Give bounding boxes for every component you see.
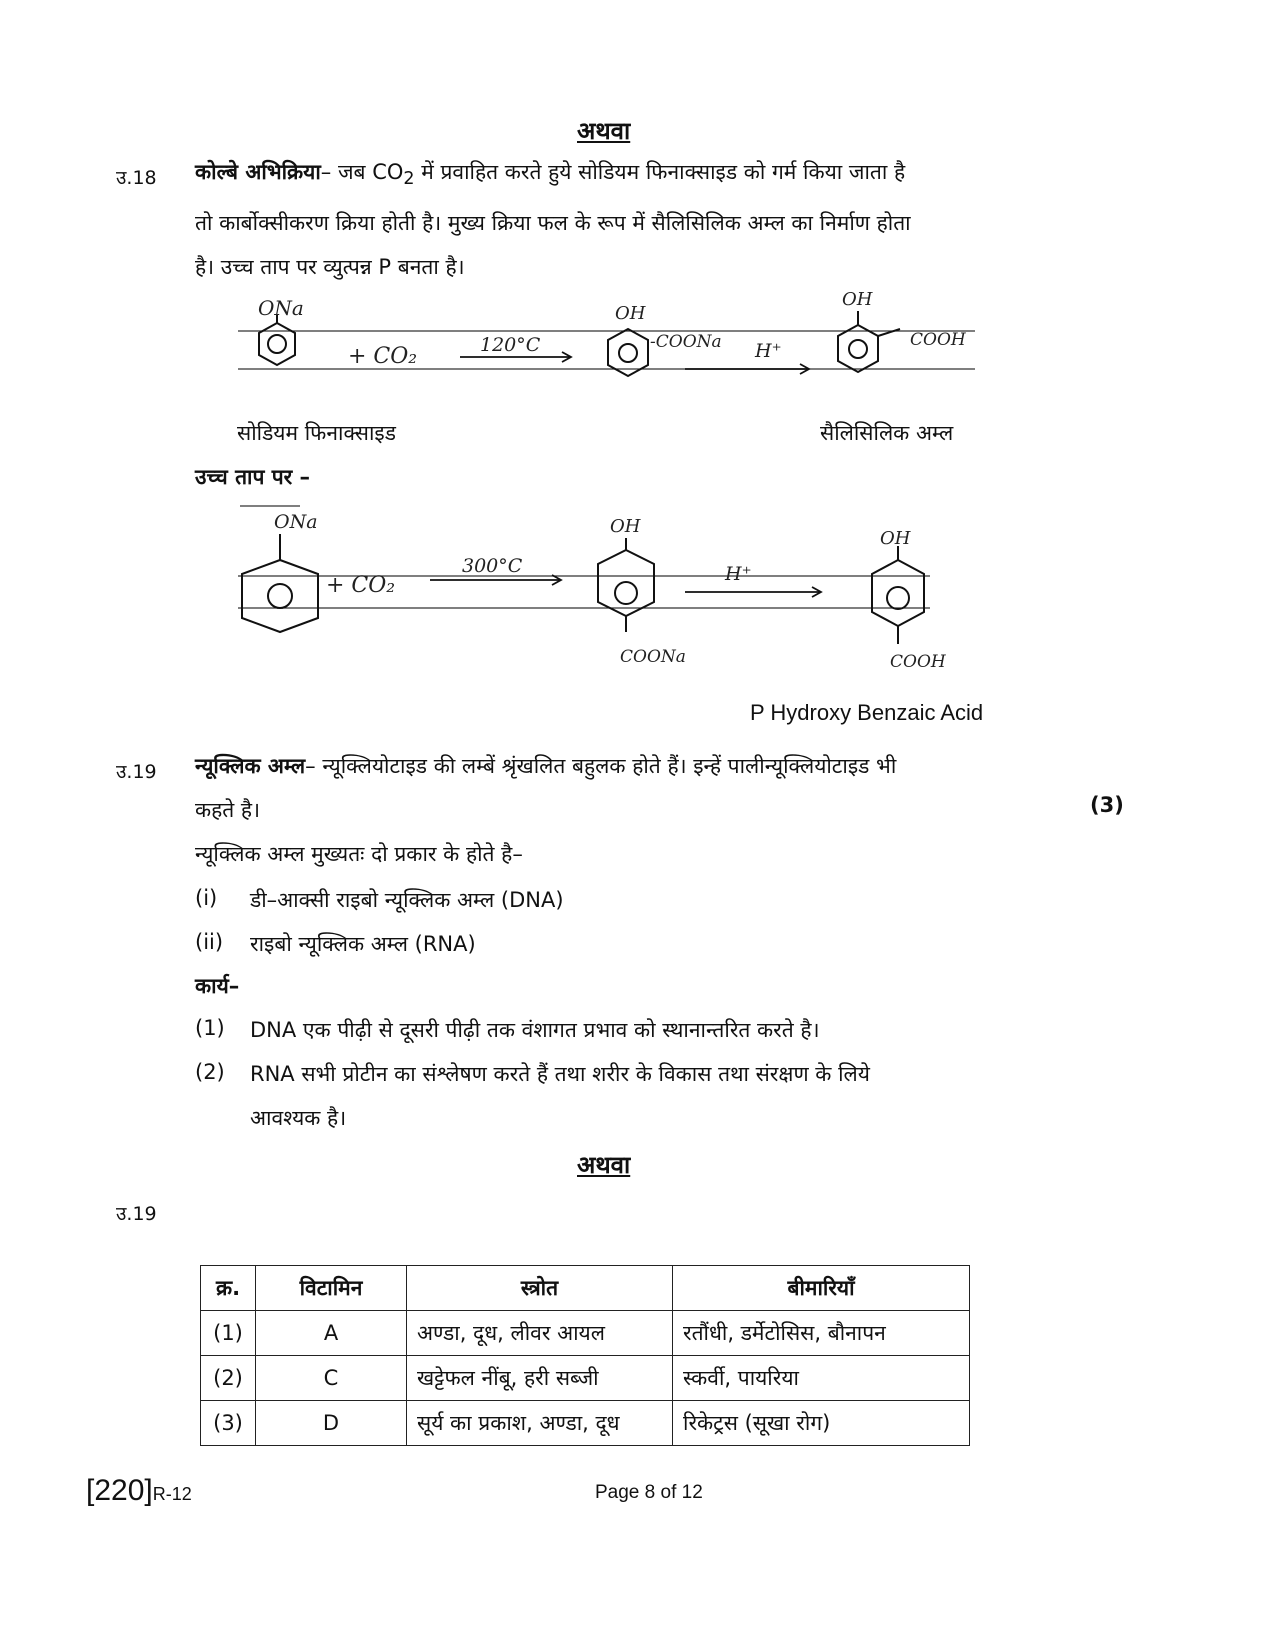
table-header-disease: बीमारियाँ xyxy=(673,1266,970,1311)
function-number-1: (1) xyxy=(195,1016,225,1040)
q18-paragraph xyxy=(195,150,1019,289)
q18-line-1 xyxy=(195,150,1019,201)
q19-paragraph xyxy=(195,744,1019,876)
q19-line1-text: – न्यूक्लियोटाइड की लम्बें श्रृंखलित बहुलक होते हैं। इन्हें पालीन्यूक्लियोटाइड भी xyxy=(305,754,897,778)
reactant-group-label-2: ONa xyxy=(274,511,318,533)
table-cell: D xyxy=(256,1401,407,1446)
q18-term: कोल्बे अभिक्रिया xyxy=(195,160,321,184)
table-cell: रिकेट्रस (सूखा रोग) xyxy=(673,1401,970,1446)
phenoxide-ring xyxy=(259,315,295,365)
function-number-2: (2) xyxy=(195,1060,225,1084)
high-temperature-heading: उच्च ताप पर – xyxy=(195,465,311,489)
high-temp-reaction-scheme xyxy=(230,500,950,680)
table-cell: अण्डा, दूध, लीवर आयल xyxy=(407,1311,673,1356)
or-heading-2: अथवा xyxy=(577,1151,631,1179)
q19-types-intro: न्यूक्लिक अम्ल मुख्यतः दो प्रकार के होते है– xyxy=(195,842,523,866)
marks-badge: (3) xyxy=(1090,793,1124,817)
table-header-vitamin: विटामिन xyxy=(256,1266,407,1311)
footer-code xyxy=(86,1474,192,1508)
function-text-2-continued: आवश्यक है। xyxy=(250,1106,347,1130)
product-oh-label-2: OH xyxy=(880,528,911,549)
table-row xyxy=(201,1356,970,1401)
q18-line1-text: – जब CO xyxy=(320,160,404,184)
kolbe-reaction-scheme xyxy=(230,285,990,395)
intermediate-group-label: -COONa xyxy=(650,332,722,352)
vitamin-table xyxy=(200,1265,970,1446)
table-header-sno: क्र. xyxy=(201,1266,256,1311)
table-cell: सूर्य का प्रकाश, अण्डा, दूध xyxy=(407,1401,673,1446)
page-number: Page 8 of 12 xyxy=(595,1482,703,1503)
label-salicylic-acid: सैलिसिलिक अम्ल xyxy=(820,421,954,445)
acid-label-2: H⁺ xyxy=(725,563,752,585)
type-number-1: (i) xyxy=(195,886,218,910)
salicylic-acid-ring xyxy=(838,311,900,372)
question-number-19-alt: उ.19 xyxy=(116,1203,157,1225)
type-text-1: डी–आक्सी राइबो न्यूक्लिक अम्ल (DNA) xyxy=(250,888,564,912)
table-header-row xyxy=(201,1266,970,1311)
or-heading-1: अथवा xyxy=(577,117,631,145)
q18-line-2: तो कार्बोक्सीकरण क्रिया होती है। मुख्य क्रिया फल के रूप में सैलिसिलिक अम्ल का निर्माण होता xyxy=(195,211,911,236)
product-group-label-2: COOH xyxy=(890,652,946,672)
table-header-source: स्त्रोत xyxy=(407,1266,673,1311)
paper-code-suffix: R-12 xyxy=(152,1484,192,1504)
co2-reagent-label: + CO₂ xyxy=(348,344,418,369)
q18-line-3: है। उच्च ताप पर व्युत्पन्न P बनता है। xyxy=(195,255,465,280)
co2-reagent-label-2: + CO₂ xyxy=(326,573,396,598)
table-cell: (1) xyxy=(201,1311,256,1356)
condition-120-label: 120°C xyxy=(480,334,541,356)
table-cell: A xyxy=(256,1311,407,1356)
q19-term: न्यूक्लिक अम्ल xyxy=(195,754,306,778)
question-number-18: उ.18 xyxy=(116,167,157,189)
reactant-group-label: ONa xyxy=(258,296,304,320)
question-number-19: उ.19 xyxy=(116,761,157,783)
function-text-2: RNA सभी प्रोटीन का संश्लेषण करते हैं तथा शरीर के विकास तथा संरक्षण के लिये xyxy=(250,1062,870,1086)
table-cell: C xyxy=(256,1356,407,1401)
product-oh-label: OH xyxy=(842,289,873,310)
paper-code: [220] xyxy=(86,1474,153,1507)
product-group-label: COOH xyxy=(910,330,966,350)
q19-line-1 xyxy=(195,744,1019,788)
table-row xyxy=(201,1311,970,1356)
sodium-p-hydroxybenzoate-ring xyxy=(598,538,654,632)
intermediate-oh-label: OH xyxy=(615,303,646,324)
q19-line-2: कहते है। xyxy=(195,798,261,822)
p-hydroxybenzoic-acid-label: P Hydroxy Benzaic Acid xyxy=(750,700,984,725)
type-number-2: (ii) xyxy=(195,930,224,954)
table-cell: (3) xyxy=(201,1401,256,1446)
table-cell: रतौंधी, डर्मेटोसिस, बौनापन xyxy=(673,1311,970,1356)
intermediate-group-label-2: COONa xyxy=(620,647,686,667)
q18-co2-subscript: 2 xyxy=(403,169,415,190)
function-text-1: DNA एक पीढ़ी से दूसरी पीढ़ी तक वंशागत प्रभाव को स्थानान्तरित करते है। xyxy=(250,1018,820,1042)
p-hydroxybenzoic-acid-ring xyxy=(872,546,924,644)
acid-label: H⁺ xyxy=(755,340,782,362)
function-heading: कार्य– xyxy=(195,974,240,998)
table-row xyxy=(201,1401,970,1446)
type-text-2: राइबो न्यूक्लिक अम्ल (RNA) xyxy=(250,932,476,956)
table-cell: स्कर्वी, पायरिया xyxy=(673,1356,970,1401)
table-cell: (2) xyxy=(201,1356,256,1401)
phenoxide-ring-2 xyxy=(242,534,318,632)
intermediate-oh-label-2: OH xyxy=(610,516,641,537)
label-sodium-phenoxide: सोडियम फिनाक्साइड xyxy=(237,421,396,445)
table-cell: खट्टेफल नींबू, हरी सब्जी xyxy=(407,1356,673,1401)
q18-line1-end: में प्रवाहित करते हुये सोडियम फिनाक्साइड को गर्म किया जाता है xyxy=(414,160,906,184)
condition-300-label: 300°C xyxy=(462,555,523,577)
